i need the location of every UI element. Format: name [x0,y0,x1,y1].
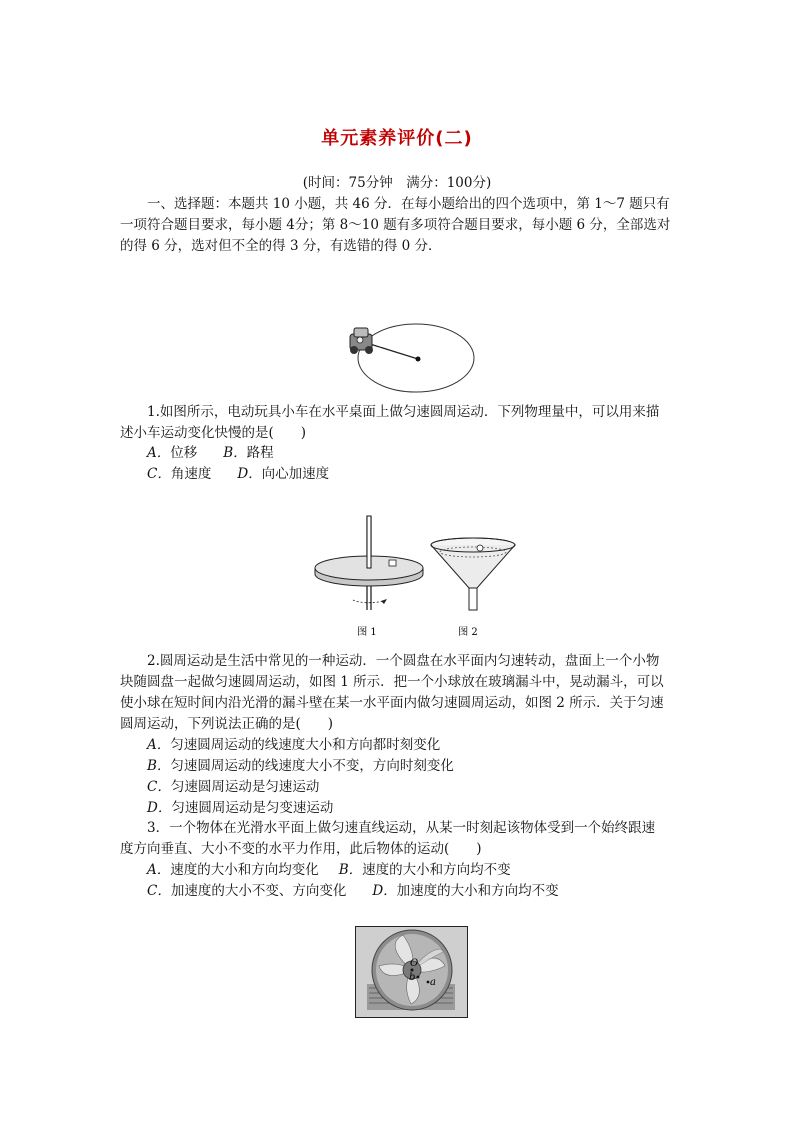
page-title: 单元素养评价(二) [321,128,473,149]
q2-option-d-row [147,798,676,819]
q2-line: 块随圆盘一起做匀速圆周运动，如图 1 所示．把一个小球放在玻璃漏斗中，晃动漏斗，可以 [120,674,664,690]
q3-option-d-letter: D． [372,883,397,899]
q2-line: 使小球在短时间内沿光滑的漏斗壁在某一水平面内做匀速圆周运动，如图 2 所示．关于匀速 [120,695,664,711]
time-info: (时间：75分钟 满分：100分) [302,175,492,191]
disc-funnel-figure [305,510,525,645]
q2-option-a-row [147,735,676,756]
toy-car-figure [340,318,480,398]
q3-line: 度方向垂直、大小不变的水平力作用，此后物体的运动( ) [120,841,482,857]
q3-options-row-2 [147,881,676,902]
q3-option-c: 加速度的大小不变、方向变化 [170,883,347,899]
q1-line: 1.如图所示，电动玩具小车在水平桌面上做匀速圆周运动．下列物理量中，可以用来描 [147,404,660,420]
q1-option-b: 路程 [246,445,274,461]
q1-option-d: 向心加速度 [261,466,330,482]
q3-option-b-letter: B． [338,862,363,878]
section1-line: 的得 6 分，选对但不全的得 3 分，有选错的得 0 分． [120,238,442,254]
q3-option-a: 速度的大小和方向均变化 [170,862,319,878]
q1-option-b-letter: B． [223,445,247,461]
q2-option-b: 匀速圆周运动的线速度大小不变，方向时刻变化 [170,758,454,774]
q1-options-row-1 [147,443,676,464]
point-a-label: a [430,977,436,988]
figure1-label: 图 1 [357,627,377,638]
q3-option-a-letter: A． [147,862,171,878]
q1-option-c-letter: C． [147,466,171,482]
q3-option-c-letter: C． [147,883,171,899]
section1-line: 一项符合题目要求，每小题 4分；第 8～10 题有多项符合题目要求，每小题 6 分，全部选对 [120,217,671,233]
q2-option-c-row [147,777,676,798]
q1-option-a: 位移 [170,445,198,461]
q1-option-c: 角速度 [170,466,212,482]
q3-option-b: 速度的大小和方向均不变 [362,862,511,878]
q2-option-d-letter: D． [147,800,172,816]
q1-options-row-2 [147,464,676,485]
q1-option-a-letter: A． [147,445,171,461]
rotating-disc-drawing [315,516,423,610]
section1-line: 一、选择题：本题共 10 小题，共 46 分．在每小题给出的四个选项中，第 1～7 题只有 [147,196,670,212]
q2-line: 圆周运动，下列说法正确的是( ) [120,716,334,732]
toy-car-icon [350,328,373,354]
q2-option-a-letter: A． [147,737,171,753]
q1-option-d-letter: D． [237,466,262,482]
q2-option-d: 匀速圆周运动是匀变速运动 [171,800,334,816]
q2-option-c: 匀速圆周运动是匀速运动 [170,779,320,795]
q2-option-a: 匀速圆周运动的线速度大小和方向都时刻变化 [170,737,441,753]
point-b-label: b [409,972,416,983]
figure2-label: 图 2 [458,627,478,638]
cpu-fan-figure [355,926,468,1018]
q2-option-b-letter: B． [147,758,171,774]
q2-option-c-letter: C． [147,779,171,795]
q2-option-b-row [147,756,676,777]
q1-line: 述小车运动变化快慢的是( ) [120,425,307,441]
funnel-drawing [431,538,515,610]
point-o-label: O [410,958,419,969]
q3-option-d: 加速度的大小和方向均不变 [396,883,559,899]
q3-options-row-1 [147,860,676,881]
q2-line: 2.圆周运动是生活中常见的一种运动．一个圆盘在水平面内匀速转动，盘面上一个小物 [147,653,660,669]
q3-line: 3．一个物体在光滑水平面上做匀速直线运动，从某一时刻起该物体受到一个始终跟速 [147,820,656,836]
